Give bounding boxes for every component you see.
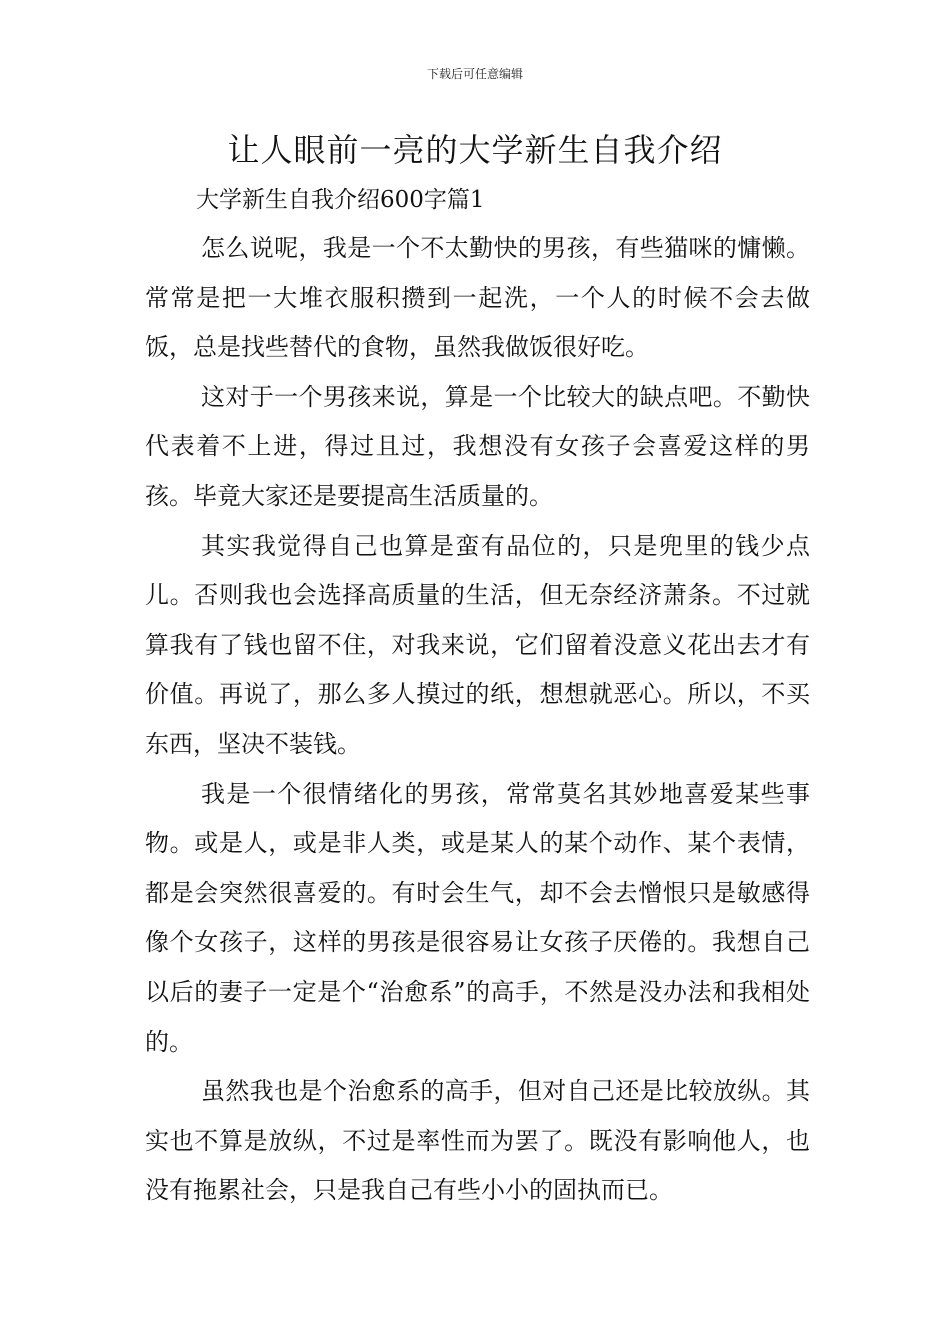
paragraph-2: 这对于一个男孩来说，算是一个比较大的缺点吧。不勤快代表着不上进，得过且过，我想没有女孩子会喜爱这样的男孩。毕竟大家还是要提高生活质量的。	[145, 382, 810, 510]
paragraph-4: 我是一个很情绪化的男孩，常常莫名其妙地喜爱某些事物。或是人，或是非人类，或是某人的某个动作、某个表情，都是会突然很喜爱的。有时会生气，却不会去憎恨只是敏感得像个女孩子，这样的男孩是很容易让女孩子厌倦的。我想自己以后的妻子一定是个“治愈系”的高手，不然是没办法和我相处的。	[145, 779, 810, 1056]
document-title: 让人眼前一亮的大学新生自我介绍	[227, 131, 723, 169]
header-note: 下载后可任意编辑	[426, 67, 523, 81]
paragraph-5: 虽然我也是个治愈系的高手，但对自己还是比较放纵。其实也不算是放纵，不过是率性而为罢了。既没有影响他人，也没有拖累社会，只是我自己有些小小的固执而已。	[145, 1077, 810, 1205]
section-heading: 大学新生自我介绍600字篇1	[196, 187, 485, 213]
paragraph-3: 其实我觉得自己也算是蛮有品位的，只是兜里的钱少点儿。否则我也会选择高质量的生活，但无奈经济萧条。不过就算我有了钱也留不住，对我来说，它们留着没意义花出去才有价值。再说了，那么多人摸过的纸，想想就恶心。所以，不买东西，坚决不装钱。	[145, 531, 810, 758]
paragraph-1: 怎么说呢，我是一个不太勤快的男孩，有些猫咪的慵懒。常常是把一大堆衣服积攒到一起洗，一个人的时候不会去做饭，总是找些替代的食物，虽然我做饭很好吃。	[145, 234, 810, 362]
body-text	[145, 224, 810, 1216]
